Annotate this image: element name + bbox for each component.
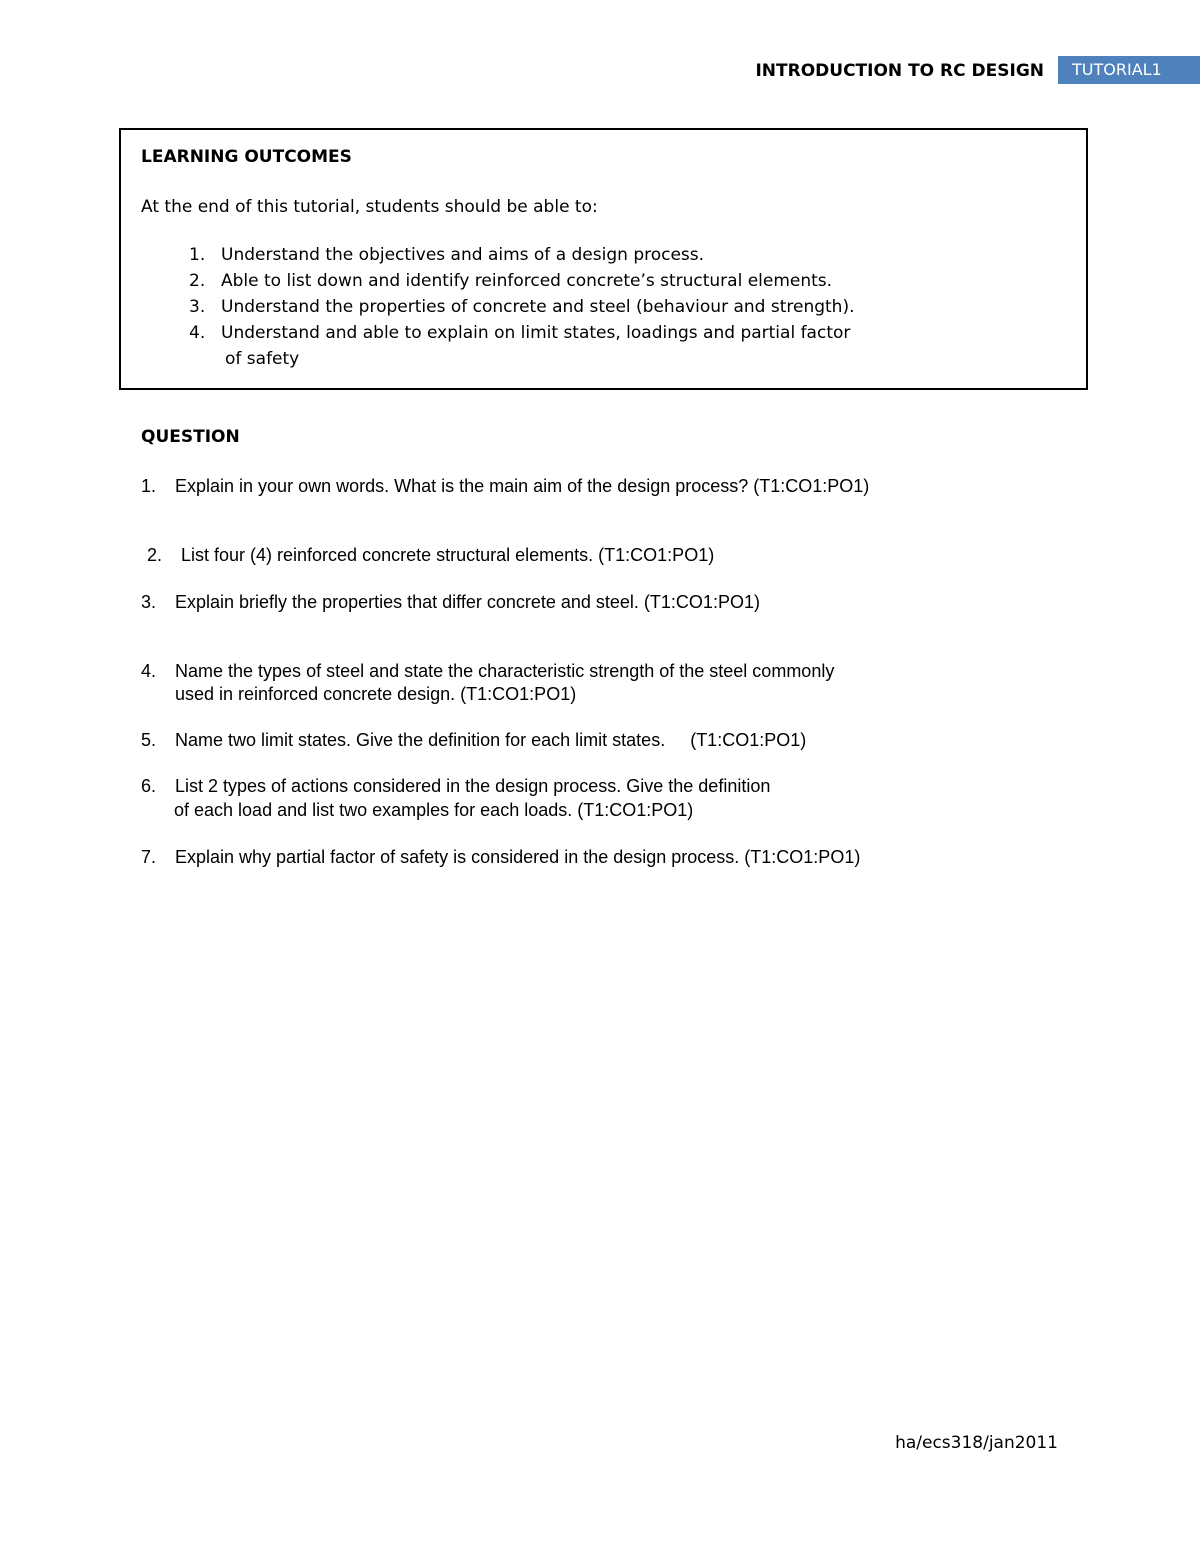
- question-number: 3.: [141, 592, 157, 612]
- outcome-text: Understand the properties of concrete and steel (behaviour and strength).: [221, 297, 855, 317]
- question-number: 2.: [147, 545, 163, 565]
- outcome-text-line-1: Understand and able to explain on limit states, loadings and partial factor: [221, 323, 851, 343]
- question-number: 4.: [141, 661, 157, 681]
- question-text: Explain why partial factor of safety is considered in the design process. (T1:CO1:PO1): [175, 847, 861, 867]
- question-number: 5.: [141, 730, 157, 750]
- learning-outcomes-intro: At the end of this tutorial, students should be able to:: [141, 197, 598, 217]
- question-text-line-2: used in reinforced concrete design. (T1:CO1:PO1): [175, 684, 577, 704]
- learning-outcomes-heading: LEARNING OUTCOMES: [141, 147, 352, 167]
- tutorial-tab-label: TUTORIAL1: [1058, 56, 1200, 84]
- outcome-number: 3.: [189, 297, 206, 317]
- question-text-line-1: List 2 types of actions considered in the design process. Give the definition: [175, 776, 771, 796]
- question-number: 6.: [141, 776, 157, 796]
- question-text-line-2: of each load and list two examples for each loads. (T1:CO1:PO1): [174, 800, 694, 820]
- question-text: List four (4) reinforced concrete structural elements. (T1:CO1:PO1): [181, 545, 715, 565]
- outcome-text: Able to list down and identify reinforced concrete’s structural elements.: [221, 271, 833, 291]
- document-title: INTRODUCTION TO RC DESIGN: [755, 61, 1044, 81]
- question-number: 1.: [141, 476, 157, 496]
- question-text: Explain in your own words. What is the main aim of the design process? (T1:CO1:PO1): [175, 476, 870, 496]
- question-text-line-1: Name the types of steel and state the characteristic strength of the steel commonly: [175, 661, 835, 681]
- footer-reference: ha/ecs318/jan2011: [895, 1433, 1058, 1453]
- outcome-text: Understand the objectives and aims of a design process.: [221, 245, 705, 265]
- outcome-number: 2.: [189, 271, 206, 291]
- learning-outcomes-box: [119, 128, 1088, 390]
- question-text: Explain briefly the properties that differ concrete and steel. (T1:CO1:PO1): [175, 592, 760, 612]
- question-text: Name two limit states. Give the definition for each limit states. (T1:CO1:PO1): [175, 730, 807, 750]
- outcome-number: 1.: [189, 245, 206, 265]
- question-number: 7.: [141, 847, 157, 867]
- outcome-text-line-2: of safety: [225, 349, 300, 369]
- question-heading: QUESTION: [141, 427, 240, 447]
- outcome-number: 4.: [189, 323, 206, 343]
